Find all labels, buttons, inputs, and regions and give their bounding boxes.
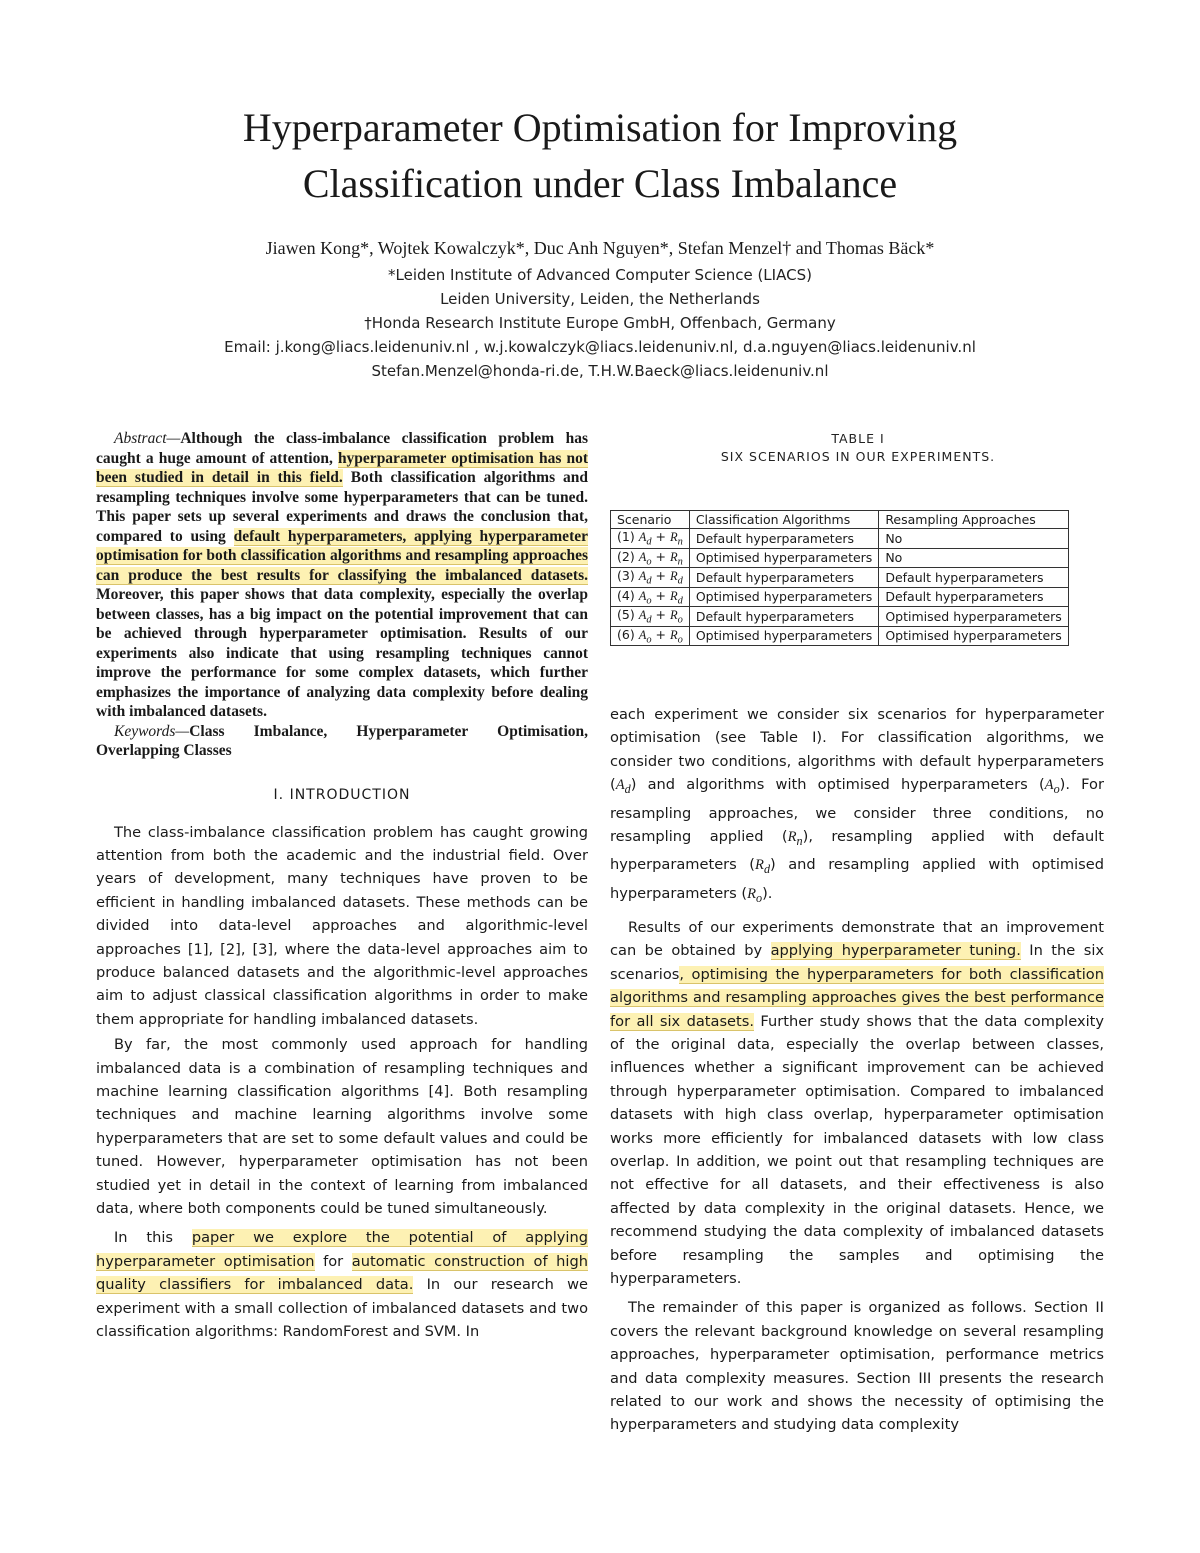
algorithm-cell: Default hyperparameters — [689, 529, 879, 549]
resampling-cell: No — [879, 548, 1069, 568]
resampling-cell: No — [879, 529, 1069, 549]
resampling-cell: Optimised hyperparameters — [879, 626, 1069, 646]
algorithm-cell: Optimised hyperparameters — [689, 626, 879, 646]
column-header: Scenario — [611, 511, 690, 529]
email-line-1: Email: j.kong@liacs.leidenuniv.nl , w.j.kowalczyk@liacs.leidenuniv.nl, d.a.nguyen@liacs.leidenuniv.nl — [224, 338, 976, 356]
table-row — [611, 568, 1069, 588]
intro-paragraph-1: The class-imbalance classification problem has caught growing attention from both the academic and the industrial field. Over years of development, many techniques have proven to be efficient in handling imbalanced datasets. These methods can be divided into data-level approaches and algorithmic-level approaches [1], [2], [3], where the data-level approaches aim to produce balanced datasets and the algorithmic-level approaches aim to adjust classical classification algorithms in order to make them appropriate for handling imbalanced datasets. — [96, 823, 588, 1028]
highlight: hyperparameter optimisation has not been studied in detail in this field. — [96, 449, 588, 486]
scenario-cell: (6) $A_o + R_o$ — [611, 626, 690, 646]
intro-paragraph-2: By far, the most commonly used approach for handling imbalanced data is a combination of resampling techniques and machine learning classification algorithms [4]. Both resampling techniques and machine learning algorithms involve some hyperparameters that are set to some default values and could be tuned. However, hyperparameter optimisation has not been studied yet in detail in the context of learning from imbalanced data, where both components could be tuned simultaneously. — [96, 1036, 588, 1217]
highlight: , optimising the hyperparameters for both classification algorithms and resampling approaches gives the best performance for all six datasets. — [610, 965, 1104, 1030]
highlight: automatic construction of high quality classifiers for imbalanced data. — [96, 1252, 588, 1294]
left-column — [96, 429, 588, 1343]
abstract: Abstract—Although the class-imbalance classification problem has caught a huge amount of attention, hyperparameter optimisation has not been studied in detail in this field. Both classification algorithms and resampling techniques involve some hyperparameters that can be tuned. This paper sets up several experiments and draws the conclusion that, compared to using default hyperparameters, applying hyperparameter optimisation for both classification algorithms and resampling approaches can produce the best results for classifying the imbalanced datasets. Moreover, this paper shows that data complexity, especially the overlap between classes, has a big impact on the potential improvement that can be achieved through hyperparameter optimisation. Results of our experiments also indicate that using resampling techniques cannot improve the performance for some complex datasets, which further emphasizes the importance of analyzing data complexity before dealing with imbalanced datasets. — [96, 430, 588, 720]
table-row — [611, 626, 1069, 646]
scenario-cell: (3) $A_d + R_d$ — [611, 568, 690, 588]
highlight: default hyperparameters, applying hyperparameter optimisation for both classification algorithms and resampling approaches can produce the best results for classifying the imbalanced datasets. — [96, 527, 588, 584]
right-column — [610, 703, 1104, 1437]
scenario-cell: (1) $A_d + R_n$ — [611, 529, 690, 549]
intro-paragraph-3: In this paper we explore the potential of applying hyperparameter optimisation for automatic construction of high quality classifiers for imbalanced data. In our research we experiment with a small collection of imbalanced datasets and two classification algorithms: RandomForest and SVM. In — [96, 1229, 589, 1341]
table-row — [611, 529, 1069, 549]
table-caption: SIX SCENARIOS IN OUR EXPERIMENTS. — [720, 449, 996, 464]
column-header: Classification Algorithms — [689, 511, 879, 529]
title-line-2: Classification under Class Imbalance — [302, 161, 898, 206]
affiliation-liacs: *Leiden Institute of Advanced Computer Science (LIACS) — [388, 266, 812, 284]
abstract-lead: Abstract— — [114, 430, 181, 447]
affiliation-honda: †Honda Research Institute Europe GmbH, Offenbach, Germany — [364, 314, 836, 332]
scenario-cell: (5) $A_d + R_o$ — [611, 607, 690, 627]
author-list: Jiawen Kong*, Wojtek Kowalczyk*, Duc Anh Nguyen*, Stefan Menzel† and Thomas Bäck* — [265, 238, 935, 258]
algorithm-cell: Default hyperparameters — [689, 607, 879, 627]
column-header: Resampling Approaches — [879, 511, 1069, 529]
right-paragraph-3: The remainder of this paper is organized as follows. Section II covers the relevant background knowledge on several resampling approaches, hyperparameter optimisation, performance metrics and data complexity measures. Section III presents the research related to our work and shows the necessity of optimising the hyperparameters and studying data complexity — [610, 1299, 1104, 1434]
table-row — [611, 607, 1069, 627]
table-body — [611, 529, 1069, 646]
table-label: TABLE I — [831, 431, 885, 446]
algorithm-cell: Optimised hyperparameters — [689, 548, 879, 568]
highlight: paper we explore the potential of applying hyperparameter optimisation — [96, 1229, 588, 1270]
scenario-cell: (2) $A_o + R_n$ — [611, 548, 690, 568]
email-line-2: Stefan.Menzel@honda-ri.de, T.H.W.Baeck@liacs.leidenuniv.nl — [371, 362, 829, 380]
right-paragraph-1: each experiment we consider six scenarios for hyperparameter optimisation (see Table I). For classification algorithms, we consider two conditions, algorithms with default hyperparameters $(A_d)$ and algorithms with optimised hyperparameters $(A_o)$. For resampling approaches, we consider three conditions, no resampling applied $(R_n)$, resampling applied with default hyperparameters $(R_d)$ and resampling applied with optimised hyperparameters $(R_o)$. — [610, 706, 1105, 905]
affiliation-leiden: Leiden University, Leiden, the Netherlands — [440, 290, 760, 308]
highlight: applying hyperparameter tuning. — [770, 942, 1021, 960]
resampling-cell: Default hyperparameters — [879, 587, 1069, 607]
table-row — [611, 548, 1069, 568]
section-heading-introduction: I. INTRODUCTION — [273, 786, 411, 803]
scenario-table — [610, 510, 1069, 646]
algorithm-cell: Default hyperparameters — [689, 568, 879, 588]
right-paragraph-2: Results of our experiments demonstrate that an improvement can be obtained by applying hyperparameter tuning. In the six scenarios, optimising the hyperparameters for both classification algorithms and resampling approaches gives the best performance for all six datasets. Further study shows that the data complexity of the original data, especially the overlap between classes, influences whether a significant improvement can be achieved through hyperparameter optimisation. Compared to imbalanced datasets with high class overlap, hyperparameter optimisation works more efficiently for imbalanced datasets with low class overlap. In addition, we point out that resampling techniques are not effective for all datasets, and their effectiveness is also affected by data complexity in the original datasets. Hence, we recommend studying the data complexity of imbalanced datasets before resampling the samples and optimising the hyperparameters. — [610, 918, 1105, 1287]
resampling-cell: Optimised hyperparameters — [879, 607, 1069, 627]
table-header-row — [611, 511, 1069, 529]
keywords: Keywords—Class Imbalance, Hyperparameter Optimisation, Overlapping Classes — [96, 722, 588, 759]
paper-title — [100, 100, 1100, 212]
table-row — [611, 587, 1069, 607]
scenario-cell: (4) $A_o + R_d$ — [611, 587, 690, 607]
resampling-cell: Default hyperparameters — [879, 568, 1069, 588]
title-line-1: Hyperparameter Optimisation for Improving — [242, 105, 958, 150]
table-1 — [610, 430, 1128, 646]
algorithm-cell: Optimised hyperparameters — [689, 587, 879, 607]
